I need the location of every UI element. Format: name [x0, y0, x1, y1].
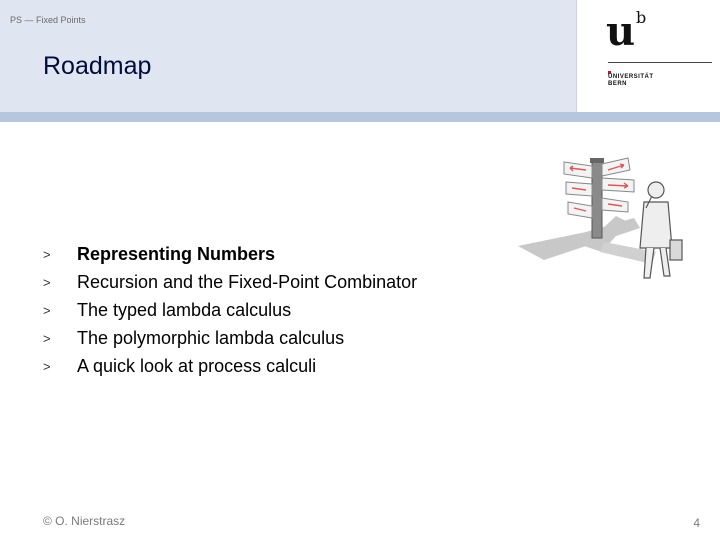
slide-title: Roadmap [43, 52, 152, 80]
logo-rule [608, 62, 712, 63]
list-item [43, 240, 417, 268]
bullet-marker: > [43, 246, 51, 262]
header-panel [0, 0, 576, 112]
list-item-text: The typed lambda calculus [77, 299, 292, 320]
university-logo [576, 0, 720, 112]
page-number: 4 [693, 516, 700, 530]
copyright-footer: © O. Nierstrasz [43, 514, 126, 528]
list-item-text: Recursion and the Fixed-Point Combinator [77, 271, 418, 292]
running-title: PS — Fixed Points [10, 15, 86, 25]
list-item-text: Representing Numbers [77, 243, 276, 264]
logo-u: u [606, 8, 636, 55]
list-item [43, 352, 417, 380]
list-item-text: A quick look at process calculi [77, 355, 317, 376]
bullet-marker: > [43, 274, 51, 290]
roadmap-list [43, 240, 417, 380]
header-band [0, 112, 720, 122]
bullet-marker: > [43, 330, 51, 346]
signpost-figure-icon [516, 148, 696, 288]
logo-b: b [636, 8, 647, 27]
bullet-marker: > [43, 358, 51, 374]
bullet-marker: > [43, 302, 51, 318]
list-item [43, 324, 417, 352]
list-item-text: The polymorphic lambda calculus [77, 327, 345, 348]
logo-bern-text: BERN [608, 81, 628, 87]
logo-university-text: UNIVERSITÄT [608, 74, 654, 80]
list-item [43, 296, 417, 324]
list-item [43, 268, 417, 296]
